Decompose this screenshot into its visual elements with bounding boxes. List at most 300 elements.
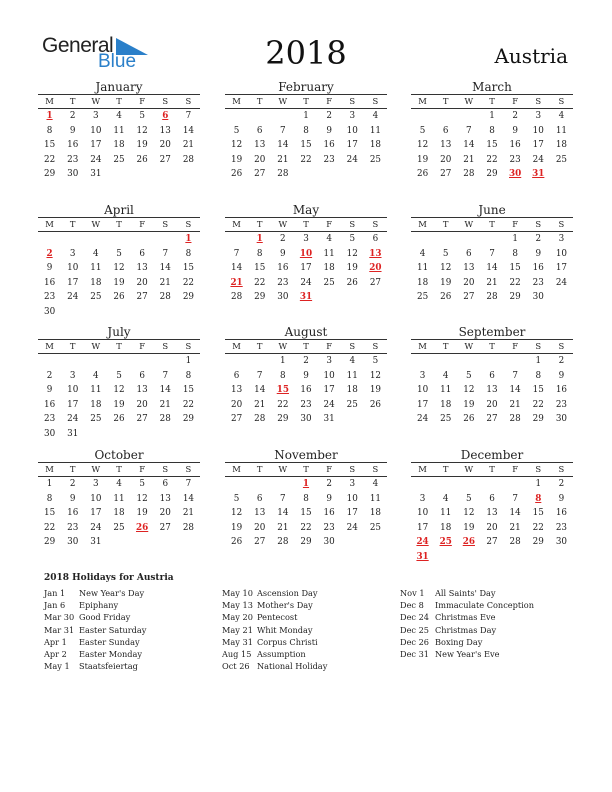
day-cell: 10: [346, 125, 358, 136]
day-cell: 4: [442, 493, 449, 504]
day-cell: 15: [254, 263, 266, 274]
holiday-date: Dec 26: [400, 636, 430, 647]
day-cell: 28: [277, 169, 289, 180]
day-cell: 14: [182, 493, 195, 504]
weekday-header-row: [411, 339, 573, 354]
day-cell: 5: [419, 125, 426, 136]
weekday-header: T: [294, 218, 317, 232]
day-cell: 29: [43, 537, 56, 548]
holiday-name: Boxing Day: [435, 636, 483, 647]
weekday-header: T: [294, 95, 317, 109]
day-cell: 4: [419, 248, 426, 259]
weekday-header: F: [131, 340, 154, 354]
day-cell: 23: [509, 154, 521, 165]
day-cell: 19: [113, 399, 125, 410]
day-cell: 14: [486, 263, 498, 274]
day-cell: 17: [300, 263, 312, 274]
weekday-header: M: [38, 340, 61, 354]
day-grid: [411, 477, 573, 565]
day-cell: 13: [230, 385, 243, 396]
day-cell: 21: [277, 154, 289, 165]
day-cell: 13: [440, 140, 452, 151]
weekday-header: S: [364, 218, 387, 232]
day-cell: 12: [463, 508, 475, 519]
weekday-header: S: [154, 95, 177, 109]
weekday-header: S: [364, 463, 387, 477]
day-cell: 7: [185, 479, 192, 489]
day-cell: 18: [90, 399, 102, 410]
weekday-header-row: [38, 217, 200, 232]
day-grid: [225, 354, 387, 427]
holiday-day-cell: 1: [185, 234, 192, 244]
day-cell: 31: [90, 169, 102, 180]
day-cell: 8: [489, 125, 495, 136]
empty-day-cell: [38, 232, 61, 247]
weekday-header-row: [411, 462, 573, 477]
day-cell: 23: [300, 399, 312, 410]
day-cell: 23: [67, 522, 79, 533]
day-grid: [225, 232, 387, 305]
day-cell: 31: [323, 414, 335, 425]
month-february: [225, 80, 387, 182]
day-grid: [411, 354, 573, 427]
day-cell: 22: [532, 399, 544, 410]
day-cell: 27: [463, 292, 475, 303]
weekday-header: T: [61, 340, 84, 354]
day-cell: 30: [555, 414, 568, 425]
day-cell: 13: [254, 140, 266, 151]
day-cell: 2: [280, 234, 286, 244]
day-cell: 24: [67, 414, 79, 425]
day-cell: 20: [254, 154, 266, 165]
day-cell: 11: [369, 493, 382, 504]
empty-day-cell: [457, 232, 480, 247]
holiday-date: Dec 24: [400, 612, 430, 623]
empty-day-cell: [84, 354, 107, 369]
day-cell: 5: [372, 356, 379, 366]
holiday-date: May 10: [222, 588, 253, 598]
weekday-header: W: [84, 95, 107, 109]
day-cell: 6: [466, 248, 472, 259]
holiday-date: Aug 15: [222, 648, 252, 659]
weekday-header-row: [38, 462, 200, 477]
day-cell: 23: [43, 292, 56, 303]
day-cell: 15: [300, 508, 312, 519]
day-cell: 6: [139, 248, 145, 259]
day-cell: 19: [463, 522, 475, 533]
weekday-header: T: [294, 463, 317, 477]
empty-day-cell: [225, 477, 248, 492]
day-cell: 11: [90, 263, 102, 274]
weekday-header: S: [364, 95, 387, 109]
day-cell: 9: [280, 248, 286, 259]
holiday-name: Staatsfeiertag: [79, 661, 138, 672]
weekday-header: T: [434, 95, 457, 109]
day-cell: 30: [67, 169, 79, 180]
day-cell: 3: [558, 234, 565, 244]
day-cell: 30: [277, 292, 289, 303]
day-cell: 19: [440, 277, 452, 288]
day-cell: 14: [509, 508, 521, 519]
day-cell: 25: [90, 292, 102, 303]
day-cell: 28: [159, 292, 171, 303]
holiday-row: [44, 587, 146, 599]
day-cell: 13: [463, 263, 475, 274]
holiday-day-cell: 30: [509, 169, 522, 180]
day-cell: 15: [509, 263, 521, 274]
empty-day-cell: [248, 109, 271, 124]
month-december: [411, 448, 573, 565]
day-cell: 3: [69, 248, 76, 259]
weekday-header-row: [225, 339, 387, 354]
day-cell: 16: [67, 508, 79, 519]
day-cell: 24: [346, 522, 358, 533]
day-cell: 10: [346, 493, 358, 504]
day-cell: 13: [486, 385, 498, 396]
day-cell: 20: [136, 399, 148, 410]
holiday-date: May 20: [222, 612, 253, 623]
day-cell: 12: [416, 140, 429, 151]
day-cell: 16: [277, 263, 289, 274]
holiday-day-cell: 31: [416, 551, 429, 562]
empty-day-cell: [480, 232, 503, 247]
day-cell: 15: [300, 140, 312, 151]
day-cell: 5: [116, 248, 122, 259]
weekday-header: F: [131, 463, 154, 477]
empty-day-cell: [131, 232, 154, 247]
day-cell: 7: [512, 493, 518, 504]
day-cell: 6: [256, 493, 263, 504]
day-cell: 18: [440, 399, 452, 410]
day-cell: 1: [489, 111, 495, 121]
day-cell: 27: [254, 169, 266, 180]
day-cell: 3: [69, 370, 76, 381]
day-grid: [38, 477, 200, 550]
day-cell: 7: [512, 370, 518, 381]
day-cell: 25: [113, 522, 125, 533]
holiday-name: All Saints' Day: [435, 588, 496, 598]
weekday-header: F: [318, 95, 341, 109]
day-cell: 30: [532, 292, 544, 303]
day-cell: 17: [346, 508, 358, 519]
weekday-header: W: [457, 95, 480, 109]
day-cell: 19: [369, 385, 382, 396]
weekday-header: S: [154, 218, 177, 232]
day-cell: 30: [555, 537, 568, 548]
day-cell: 31: [90, 537, 102, 548]
day-cell: 6: [372, 234, 379, 244]
day-cell: 7: [233, 248, 240, 259]
empty-day-cell: [434, 109, 457, 124]
day-cell: 17: [90, 140, 102, 151]
day-cell: 28: [463, 169, 475, 180]
day-cell: 20: [230, 399, 243, 410]
day-cell: 9: [69, 493, 76, 504]
holiday-date: May 21: [222, 624, 253, 635]
day-cell: 22: [300, 522, 312, 533]
month-name: September: [458, 325, 526, 339]
holiday-date: Oct 26: [222, 661, 250, 672]
empty-day-cell: [154, 232, 177, 247]
empty-day-cell: [411, 354, 434, 369]
day-cell: 19: [113, 277, 125, 288]
holiday-date: Apr 2: [44, 648, 67, 659]
day-cell: 27: [486, 414, 498, 425]
day-cell: 27: [486, 537, 498, 548]
day-cell: 4: [326, 234, 332, 244]
day-cell: 16: [323, 508, 335, 519]
day-cell: 11: [90, 385, 102, 396]
day-grid: [225, 109, 387, 182]
day-cell: 15: [486, 140, 498, 151]
day-cell: 1: [535, 479, 542, 489]
day-cell: 4: [93, 370, 99, 381]
day-cell: 5: [139, 479, 145, 489]
month-october: [38, 448, 200, 550]
day-cell: 20: [486, 522, 498, 533]
day-cell: 23: [67, 154, 79, 165]
day-cell: 21: [509, 522, 521, 533]
day-cell: 23: [323, 154, 335, 165]
weekday-header: S: [527, 95, 550, 109]
month-august: [225, 325, 387, 427]
weekday-header: S: [341, 218, 364, 232]
day-cell: 11: [323, 248, 335, 259]
empty-day-cell: [271, 477, 294, 492]
day-cell: 20: [159, 508, 171, 519]
day-cell: 10: [67, 385, 79, 396]
day-cell: 3: [93, 479, 99, 489]
day-cell: 24: [416, 414, 429, 425]
day-cell: 6: [162, 479, 169, 489]
weekday-header: W: [271, 340, 294, 354]
month-name: December: [460, 448, 524, 462]
day-cell: 26: [113, 292, 125, 303]
day-cell: 6: [256, 125, 263, 136]
weekday-header: S: [177, 218, 200, 232]
day-cell: 7: [185, 111, 192, 121]
day-cell: 15: [532, 508, 544, 519]
day-cell: 22: [182, 399, 195, 410]
empty-day-cell: [411, 109, 434, 124]
day-cell: 26: [136, 154, 148, 165]
day-cell: 20: [440, 154, 452, 165]
day-cell: 17: [67, 399, 79, 410]
weekday-header: S: [154, 463, 177, 477]
empty-day-cell: [480, 354, 503, 369]
empty-day-cell: [480, 477, 503, 492]
day-cell: 28: [159, 414, 171, 425]
holiday-row: [44, 624, 146, 636]
weekday-header: M: [411, 463, 434, 477]
month-april: [38, 203, 200, 320]
weekday-header: S: [550, 95, 573, 109]
day-cell: 28: [509, 414, 521, 425]
weekday-header: T: [434, 218, 457, 232]
day-cell: 19: [136, 508, 148, 519]
day-cell: 8: [46, 125, 53, 136]
day-cell: 11: [369, 125, 382, 136]
day-cell: 11: [113, 493, 125, 504]
day-cell: 18: [323, 263, 335, 274]
day-cell: 28: [254, 414, 266, 425]
day-cell: 14: [159, 263, 171, 274]
holiday-name: Easter Sunday: [79, 636, 140, 647]
holiday-name: New Year's Eve: [435, 648, 500, 659]
day-cell: 5: [116, 370, 122, 381]
day-cell: 17: [532, 140, 544, 151]
empty-day-cell: [434, 232, 457, 247]
weekday-header: T: [480, 218, 503, 232]
holiday-day-cell: 26: [462, 537, 475, 548]
holiday-row: [400, 648, 534, 660]
day-cell: 17: [346, 140, 358, 151]
day-cell: 5: [466, 493, 472, 504]
day-cell: 18: [555, 140, 568, 151]
day-cell: 2: [69, 479, 76, 489]
empty-day-cell: [225, 109, 248, 124]
day-cell: 9: [558, 493, 565, 504]
weekday-header: S: [177, 95, 200, 109]
weekday-header: T: [107, 218, 130, 232]
day-cell: 25: [113, 154, 125, 165]
day-cell: 10: [416, 385, 429, 396]
day-cell: 22: [254, 277, 266, 288]
day-cell: 17: [416, 522, 429, 533]
day-cell: 2: [69, 111, 76, 121]
day-cell: 16: [555, 385, 568, 396]
weekday-header: M: [225, 463, 248, 477]
holiday-name: Pentecost: [257, 612, 298, 623]
day-cell: 14: [230, 263, 243, 274]
day-cell: 2: [558, 356, 565, 366]
day-cell: 22: [277, 399, 289, 410]
weekday-header: T: [248, 95, 271, 109]
day-cell: 5: [442, 248, 449, 259]
weekday-header-row: [225, 94, 387, 109]
day-cell: 18: [416, 277, 429, 288]
day-cell: 12: [136, 125, 148, 136]
holiday-date: May 31: [222, 636, 253, 647]
day-cell: 15: [43, 140, 56, 151]
month-may: [225, 203, 387, 305]
day-cell: 21: [182, 140, 195, 151]
month-name: October: [94, 448, 144, 462]
day-cell: 10: [532, 125, 544, 136]
day-cell: 3: [419, 493, 426, 504]
day-cell: 23: [43, 414, 56, 425]
day-cell: 7: [489, 248, 495, 259]
day-cell: 3: [349, 479, 356, 489]
day-cell: 18: [369, 140, 382, 151]
day-cell: 25: [346, 399, 358, 410]
holiday-row: [222, 624, 327, 636]
day-cell: 27: [369, 277, 382, 288]
day-cell: 17: [67, 277, 79, 288]
empty-day-cell: [434, 354, 457, 369]
day-cell: 27: [230, 414, 243, 425]
holiday-day-cell: 21: [230, 277, 243, 288]
day-cell: 29: [277, 414, 289, 425]
day-cell: 21: [509, 399, 521, 410]
weekday-header: S: [550, 218, 573, 232]
day-cell: 19: [230, 154, 243, 165]
empty-day-cell: [271, 109, 294, 124]
day-cell: 26: [416, 169, 429, 180]
day-cell: 11: [113, 125, 125, 136]
weekday-header: T: [107, 95, 130, 109]
holiday-date: May 13: [222, 600, 253, 611]
empty-day-cell: [411, 232, 434, 247]
weekday-header: W: [84, 340, 107, 354]
weekday-header: W: [271, 218, 294, 232]
empty-day-cell: [154, 354, 177, 369]
day-grid: [411, 109, 573, 182]
month-june: [411, 203, 573, 305]
holiday-row: [400, 636, 534, 648]
month-name: November: [274, 448, 338, 462]
day-cell: 7: [256, 370, 263, 381]
day-cell: 29: [300, 537, 312, 548]
day-cell: 24: [323, 399, 335, 410]
weekday-header: F: [131, 95, 154, 109]
day-cell: 28: [182, 522, 195, 533]
holiday-row: [400, 624, 534, 636]
day-cell: 7: [466, 125, 472, 136]
day-cell: 27: [159, 522, 171, 533]
day-cell: 18: [369, 508, 382, 519]
month-september: [411, 325, 573, 427]
day-cell: 26: [440, 292, 452, 303]
day-cell: 3: [419, 370, 426, 381]
weekday-header: M: [38, 218, 61, 232]
day-cell: 25: [369, 154, 382, 165]
day-cell: 29: [254, 292, 266, 303]
holiday-date: Jan 1: [44, 588, 66, 598]
holiday-day-cell: 1: [302, 479, 310, 489]
day-cell: 12: [230, 508, 243, 519]
day-cell: 1: [185, 356, 192, 366]
day-cell: 5: [233, 125, 240, 136]
day-cell: 16: [300, 385, 312, 396]
day-cell: 10: [90, 493, 102, 504]
day-cell: 27: [136, 414, 148, 425]
day-cell: 23: [323, 522, 335, 533]
weekday-header: M: [38, 463, 61, 477]
day-cell: 11: [440, 508, 452, 519]
day-cell: 22: [509, 277, 521, 288]
holiday-column: [44, 587, 146, 672]
holiday-day-cell: 15: [276, 385, 289, 396]
day-cell: 23: [555, 399, 568, 410]
day-cell: 25: [323, 277, 335, 288]
holiday-row: [44, 660, 146, 672]
day-cell: 29: [532, 414, 544, 425]
holiday-date: Mar 31: [44, 624, 75, 635]
holiday-day-cell: 31: [299, 292, 313, 303]
weekday-header: W: [84, 463, 107, 477]
day-cell: 13: [136, 385, 148, 396]
holiday-column: [400, 587, 534, 660]
holiday-name: Immaculate Conception: [435, 600, 534, 611]
holiday-row: [44, 599, 146, 611]
day-cell: 21: [254, 399, 266, 410]
holiday-name: Corpus Christi: [257, 636, 318, 647]
holiday-date: Dec 25: [400, 624, 430, 635]
holiday-day-cell: 25: [439, 537, 452, 548]
day-cell: 15: [43, 508, 56, 519]
weekday-header: T: [248, 218, 271, 232]
